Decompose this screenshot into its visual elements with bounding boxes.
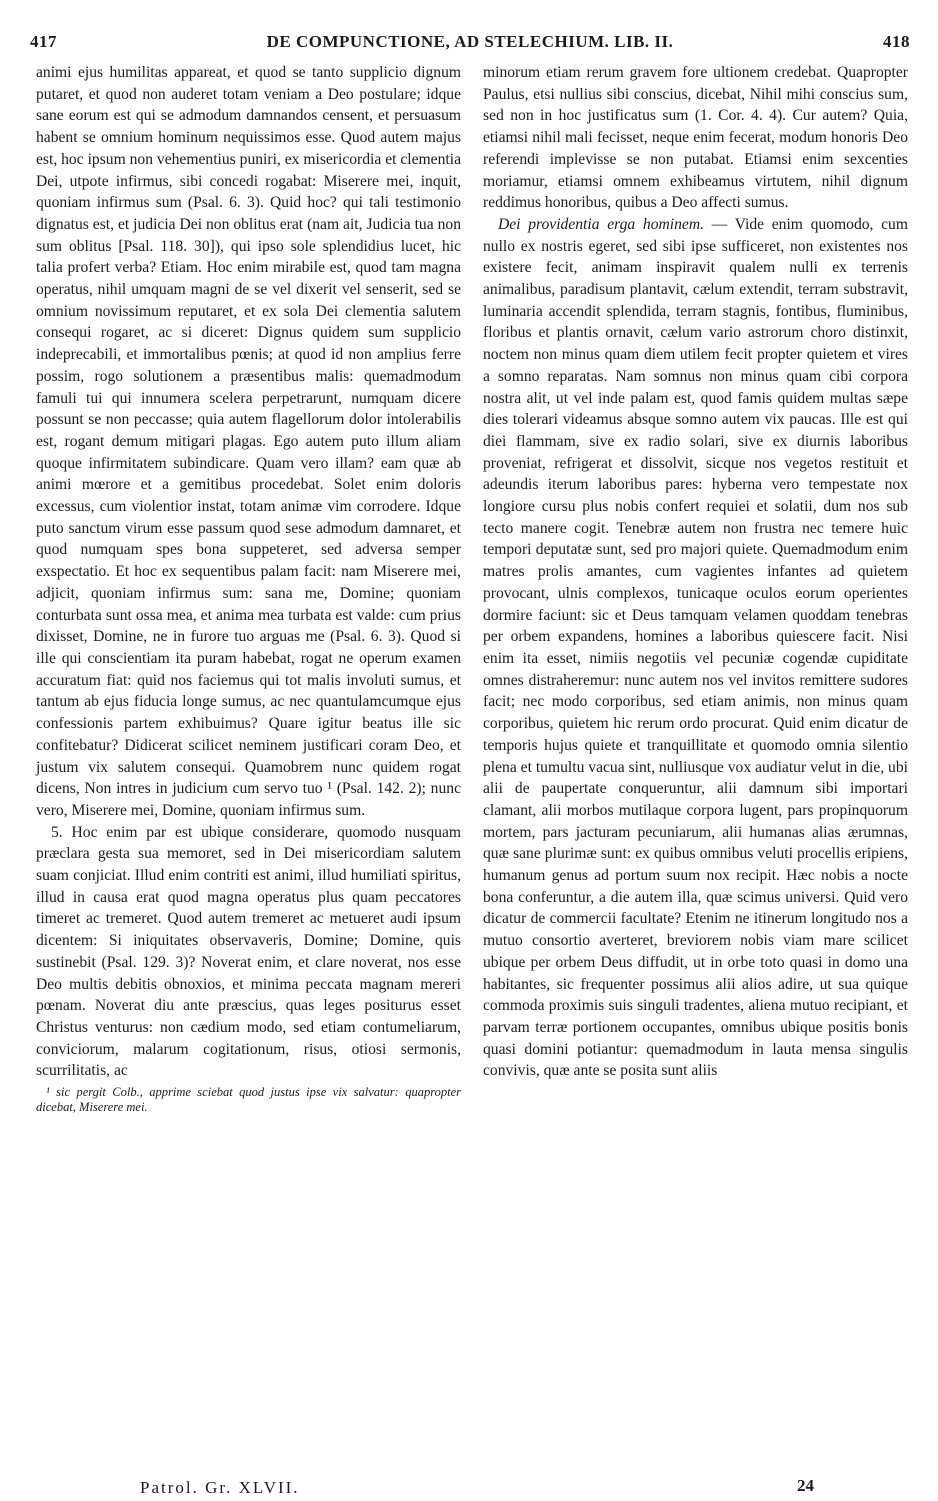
running-title: DE COMPUNCTIONE, AD STELECHIUM. LIB. II. bbox=[266, 32, 674, 51]
footnote: ¹ sic pergit Colb., apprime sciebat quod justus ipse vix salvatur: quapropter dicebat, Miserere mei. bbox=[36, 1085, 461, 1115]
page-number-left: 417 bbox=[30, 32, 57, 51]
left-column bbox=[36, 62, 461, 1115]
left-paragraph-1: animi ejus humilitas appareat, et quod se tanto supplicio dignum putaret, et quod non auderet totam veniam a Deo postulare; idque sane eorum est qui se admodum damnandos censent, et persuasum habent se omnium hominum nequissimos esse. Quod autem majus est, hoc ipsum non vehementius puniri, ex misericordia et clementia Dei, utpote infirmus, sibi concedi rogabat: Miserere mei, inquit, quoniam infirmus sum (Psal. 6. 3). Quid hoc? qui tali testimonio dignatus est, et judicia Dei non oblitus erat (nam ait, Judicia tua non sum oblitus [Psal. 118. 30]), qui ipso sole splendidius lucet, hic talia profert verba? Etiam. Hoc enim mirabile est, quod tam magna operatus, nihil umquam magni de se vel dixerit vel senserit, sed se omnium novissimum reputaret, et ex sola Dei clementia salutem consequi rogaret, ac si diceret: Dignus quidem sum supplicio indeprecabili, et immortalibus pœnis; at quod id non amplius ferre possim, rogo solutionem a præsentibus malis: quemadmodum famuli tui qui innumera scelera perpetrarunt, numquam dicere possunt se non peccasse; quia autem flagellorum dolor intolerabilis est, rogant demum mitigari plagas. Ego autem puto illum aliam quoque infirmitatem subindicare. Quam vero illam? eam quæ ab animi mœrore et a gemitibus procedebat. Solet enim doloris excessus, cum violentior instat, totam animæ vim corrodere. Idque puto sanctum virum esse passum quod sese admodum damnaret, et quod numquam spes bona suppeteret, sed adversa semper exspectatio. Et hoc ex sequentibus palam facit: nam Miserere mei, adjicit, quoniam infirmus sum: sana me, Domine; quoniam conturbata sunt ossa mea, et anima mea turbata est valde: cum prius dixisset, Domine, ne in furore tuo arguas me (Psal. 6. 3). Quod si ille qui conscientiam ita puram habebat, rogat ne operum examen accuratum fiat: quid nos faciemus qui tot malis involuti sumus, et tantum ab ejus fiducia longe sumus, ac nec quantulamcumque ejus confessionis partem exhibuimus? Quare igitur beatus ille sic confitebatur? Didicerat scilicet neminem justificari coram Deo, et justum vix salutem consequi. Quamobrem nunc quidem rogat dicens, Non intres in judicium cum servo tuo ¹ (Psal. 142. 2); nunc vero, Miserere mei, Domine, quoniam infirmus sum. bbox=[36, 64, 461, 819]
right-column bbox=[483, 62, 908, 1082]
page-number-right: 418 bbox=[883, 32, 910, 51]
right-paragraph-2-text: — Vide enim quomodo, cum nullo ex nostris egeret, sed sibi ipse sufficeret, non existentes nos existere fecit, animam inspiravit qualem nulli ex terrenis animalibus, paradisum plantavit, cælum extendit, terram substravit, luminaria accendit splendida, terram stagnis, fontibus, fluminibus, floribus et plantis ornavit, cælum vario astrorum choro distinxit, noctem non minus quam diem utilem fecit propter quietem et vires a somno reparatas. Nam somnus non minus quam cibi corpora nostra alit, ut vel inde palam est, quod famis quidem multas sæpe dies tolerari videamus absque somno autem vix paucas. Ille est qui diei flammam, sive ex radio solari, sive ex diurnis laboribus proveniat, refrigerat et dissolvit, sicque nos vegetos restituit et adeundis iterum laboribus pares: hyberna vero tempestate nox longiore cursu plus nobis confert requiei et solatii, dum nos sub tecto manere cogit. Tenebræ autem non frustra nec temere huic tempori deputatæ sunt, sed pro majori quiete. Quemadmodum enim matres prolis amantes, cum vagientes infantes ad quietem provocant, ulnis complexos, tunicaque oculos eorum operientes dormire faciunt: sic et Deus tamquam velamen quoddam tenebras per orbem expandens, homines a laboribus quiescere facit. Nisi enim ita esset, nimiis negotiis vel pecuniæ cogendæ cupiditate omnes distraheremur: nunc autem nos vel invitos remittere sudores facit; nec modo corporibus, sed etiam animis, non minus quam corporibus, quietem hic rerum ordo procurat. Quid enim dicatur de temporis hujus quiete et tranquillitate et quomodo omnia silentio plena et tumultu vacua sint, nulliusque vox audiatur velut in die, ubi alii de paupertate conqueruntur, alii damnum sibi importari clamant, alii morbos mutilaque corpora lugent, pars propinquorum mortem, pars jacturam pecuniarum, alii humanas alias ærumnas, quæ sane plurimæ sunt: ex quibus omnibus veluti procellis eripiens, humanum genus ad portum suum nox recipit. Hæc nobis a nocte bona conferuntur, a die autem illa, quæ scimus universi. Quid vero dicatur de commercii facultate? Etenim ne itinerum longitudo nos a mutuo consortio averteret, breviorem nobis viam mare scilicet ubique per orbem Deus diffudit, ut in orbe toto quasi in domo una habitantes, sic frequenter possimus alii alios adire, ut sua quique commoda proximis suis singuli tradentes, aliena mutuo recipiant, et parvam terræ portionem occupantes, omnibus ubique positis bonis quasi domini potiantur: quemadmodum in lauta mensa singulis convivis, quæ ante se posita sunt aliis bbox=[483, 215, 908, 1080]
right-paragraph-1: minorum etiam rerum gravem fore ultionem credebat. Quapropter Paulus, etsi nullius sibi conscius, dicebat, Nihil mihi conscius sum, sed non in hoc justificatus sum (1. Cor. 4. 4). Cur autem? Quia, etiamsi nihil mali fecisset, neque enim fecerat, modum honoris Deo referendi implevisse se non putabat. Etiamsi enim sexcenties moriamur, etiamsi omnem exhibeamus virtutem, nihil dignum reddimus honoribus, quibus a Deo affecti sumus. bbox=[483, 64, 908, 212]
footer-signature-number: 24 bbox=[797, 1476, 814, 1495]
right-paragraph-2 bbox=[483, 214, 908, 1082]
running-header bbox=[30, 32, 910, 56]
left-paragraph-2: 5. Hoc enim par est ubique considerare, quomodo nusquam præclara gesta sua memoret, sed in Dei misericordiam salutem suam conjiciat. Illud enim contriti est animi, illud humiliati spiritus, illud in causa erat quod magna operatus plus quam peccatores timeret ac tremeret. Quod autem tremeret ac metueret audi ipsum dicentem: Si iniquitates observaveris, Domine; Domine, quis sustinebit (Psal. 129. 3)? Noverat enim, et clare noverat, nos esse Deo multis debitis obnoxios, et minima peccata magnam mereri pœnam. Noverat diu ante præscius, quas leges positurus esset Christus venturus: non cædium modo, sed etiam contumeliarum, conviciorum, malarum cogitationum, risus, otiosi sermonis, scurrilitatis, ac bbox=[36, 823, 461, 1080]
section-heading: Dei providentia erga hominem. bbox=[498, 215, 704, 233]
footer-signature: Patrol. Gr. XLVII. bbox=[140, 1478, 300, 1497]
